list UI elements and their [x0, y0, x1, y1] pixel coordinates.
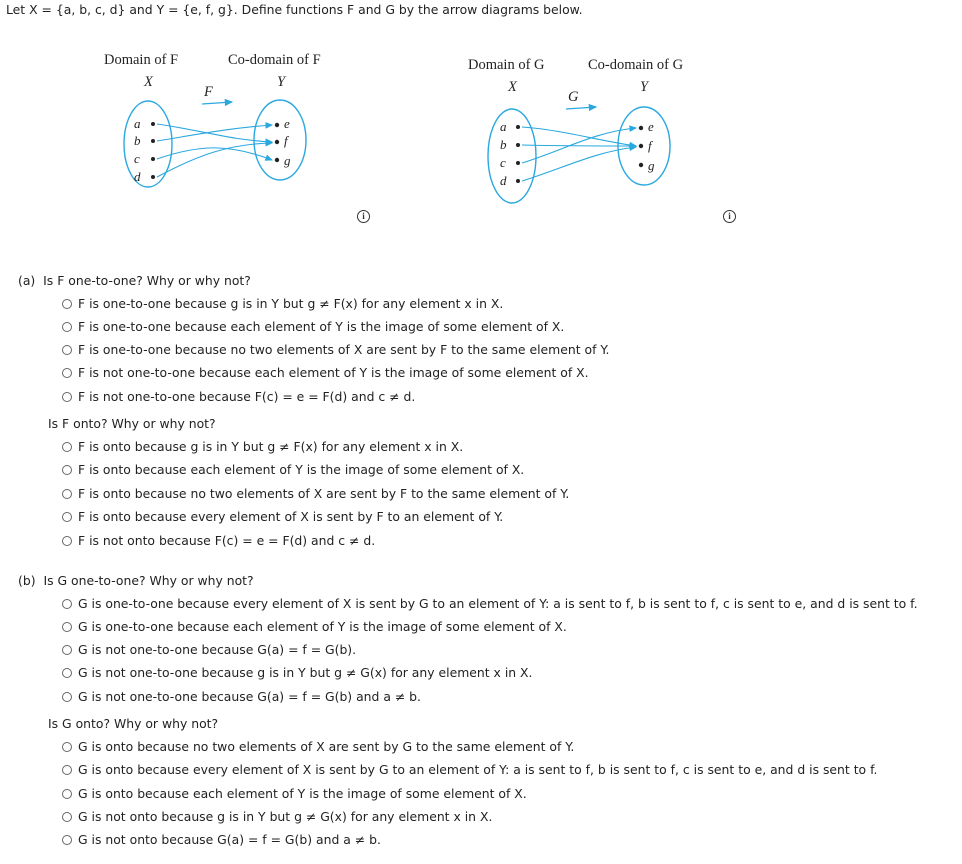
y-elem-f-f: f	[284, 133, 288, 148]
x-elem-a-g: a	[500, 119, 507, 134]
x-label-f: X	[144, 74, 153, 90]
radio-button[interactable]	[62, 345, 72, 355]
part-a-question-1	[18, 273, 251, 288]
part-b-q2-option-5[interactable]: G is not onto because G(a) = f = G(b) and a ≠ b.	[62, 832, 381, 847]
part-b-q2-option-2[interactable]: G is onto because every element of X is sent by G to an element of Y: a is sent to f, b is sent to f, c is sent to e, and d is sent to f.	[62, 762, 877, 777]
y-elem-e-g: e	[648, 119, 654, 134]
info-icon-diagram-f[interactable]: i	[357, 210, 370, 223]
part-b-q1-option-4[interactable]: G is not one-to-one because g is in Y but g ≠ G(x) for any element x in X.	[62, 665, 533, 680]
info-icon-diagram-g[interactable]: i	[723, 210, 736, 223]
radio-button[interactable]	[62, 599, 72, 609]
arrow-diagram-g	[464, 50, 714, 215]
y-elem-g-g: g	[648, 158, 655, 173]
part-a-label: (a)	[18, 273, 36, 288]
radio-button[interactable]	[62, 299, 72, 309]
part-a-q2-option-1[interactable]: F is onto because g is in Y but g ≠ F(x) for any element x in X.	[62, 439, 463, 454]
part-b-q2-option-3[interactable]: G is onto because each element of Y is the image of some element of X.	[62, 786, 527, 801]
radio-button[interactable]	[62, 812, 72, 822]
radio-button[interactable]	[62, 465, 72, 475]
domain-ellipse-f	[124, 101, 172, 187]
part-a-q2-option-3[interactable]: F is onto because no two elements of X are sent by F to the same element of Y.	[62, 486, 569, 501]
func-label-f: F	[204, 84, 213, 100]
part-a-q1-option-5[interactable]: F is not one-to-one because F(c) = e = F(d) and c ≠ d.	[62, 389, 415, 404]
radio-button[interactable]	[62, 392, 72, 402]
part-b-q1-option-1[interactable]: G is one-to-one because every element of X is sent by G to an element of Y: a is sent to f, b is sent to f, c is sent to e, and d is sent to f.	[62, 596, 918, 611]
x-elem-a-f: a	[134, 116, 141, 131]
radio-button[interactable]	[62, 622, 72, 632]
radio-button[interactable]	[62, 692, 72, 702]
radio-button[interactable]	[62, 668, 72, 678]
x-elem-c-f: c	[134, 151, 140, 166]
codomain-label-g: Co-domain of G	[588, 57, 684, 73]
radio-button[interactable]	[62, 789, 72, 799]
y-elem-f-g: f	[648, 138, 652, 153]
part-a-q1-option-4[interactable]: F is not one-to-one because each element of Y is the image of some element of X.	[62, 365, 589, 380]
radio-button[interactable]	[62, 512, 72, 522]
arrow-diagram-f	[100, 44, 350, 219]
part-a-q1-option-3[interactable]: F is one-to-one because no two elements of X are sent by F to the same element of Y.	[62, 342, 609, 357]
radio-button[interactable]	[62, 489, 72, 499]
part-b-q1-option-5[interactable]: G is not one-to-one because G(a) = f = G(b) and a ≠ b.	[62, 689, 421, 704]
part-b-q1-option-3[interactable]: G is not one-to-one because G(a) = f = G(b).	[62, 642, 356, 657]
x-elem-b-g: b	[500, 137, 507, 152]
radio-button[interactable]	[62, 742, 72, 752]
radio-button[interactable]	[62, 536, 72, 546]
x-elem-c-g: c	[500, 155, 506, 170]
part-b-q2-option-1[interactable]: G is onto because no two elements of X are sent by G to the same element of Y.	[62, 739, 574, 754]
part-a-q1-option-2[interactable]: F is one-to-one because each element of Y is the image of some element of X.	[62, 319, 564, 334]
x-elem-d-f: d	[134, 169, 141, 184]
part-b-q1-text: Is G one-to-one? Why or why not?	[43, 573, 254, 588]
y-elem-e-f: e	[284, 116, 290, 131]
part-a-q2-option-2[interactable]: F is onto because each element of Y is the image of some element of X.	[62, 462, 524, 477]
radio-button[interactable]	[62, 322, 72, 332]
y-elem-g-f: g	[284, 153, 291, 168]
part-b-label: (b)	[18, 573, 36, 588]
domain-label-f: Domain of F	[104, 52, 179, 68]
domain-ellipse-g	[488, 109, 536, 203]
x-elem-d-g: d	[500, 173, 507, 188]
y-label-g: Y	[640, 79, 649, 95]
part-b-q2-text: Is G onto? Why or why not?	[48, 716, 219, 731]
part-b-q1-option-2[interactable]: G is one-to-one because each element of Y is the image of some element of X.	[62, 619, 567, 634]
part-a-q1-text: Is F one-to-one? Why or why not?	[43, 273, 251, 288]
codomain-ellipse-f	[254, 100, 306, 180]
radio-button[interactable]	[62, 765, 72, 775]
x-label-g: X	[508, 79, 517, 95]
domain-label-g: Domain of G	[468, 57, 545, 73]
problem-intro: Let X = {a, b, c, d} and Y = {e, f, g}. Define functions F and G by the arrow diagrams below.	[6, 2, 583, 17]
part-a-q1-option-1[interactable]: F is one-to-one because g is in Y but g ≠ F(x) for any element x in X.	[62, 296, 503, 311]
part-b-question-1	[18, 573, 254, 588]
y-label-f: Y	[277, 74, 286, 90]
codomain-label-f: Co-domain of F	[228, 52, 321, 68]
radio-button[interactable]	[62, 368, 72, 378]
part-a-q2-text: Is F onto? Why or why not?	[48, 416, 216, 431]
x-elem-b-f: b	[134, 133, 141, 148]
radio-button[interactable]	[62, 645, 72, 655]
part-a-q2-option-4[interactable]: F is onto because every element of X is sent by F to an element of Y.	[62, 509, 503, 524]
func-label-g: G	[568, 89, 579, 105]
part-b-q2-option-4[interactable]: G is not onto because g is in Y but g ≠ G(x) for any element x in X.	[62, 809, 492, 824]
radio-button[interactable]	[62, 442, 72, 452]
part-a-q2-option-5[interactable]: F is not onto because F(c) = e = F(d) and c ≠ d.	[62, 533, 375, 548]
radio-button[interactable]	[62, 835, 72, 845]
